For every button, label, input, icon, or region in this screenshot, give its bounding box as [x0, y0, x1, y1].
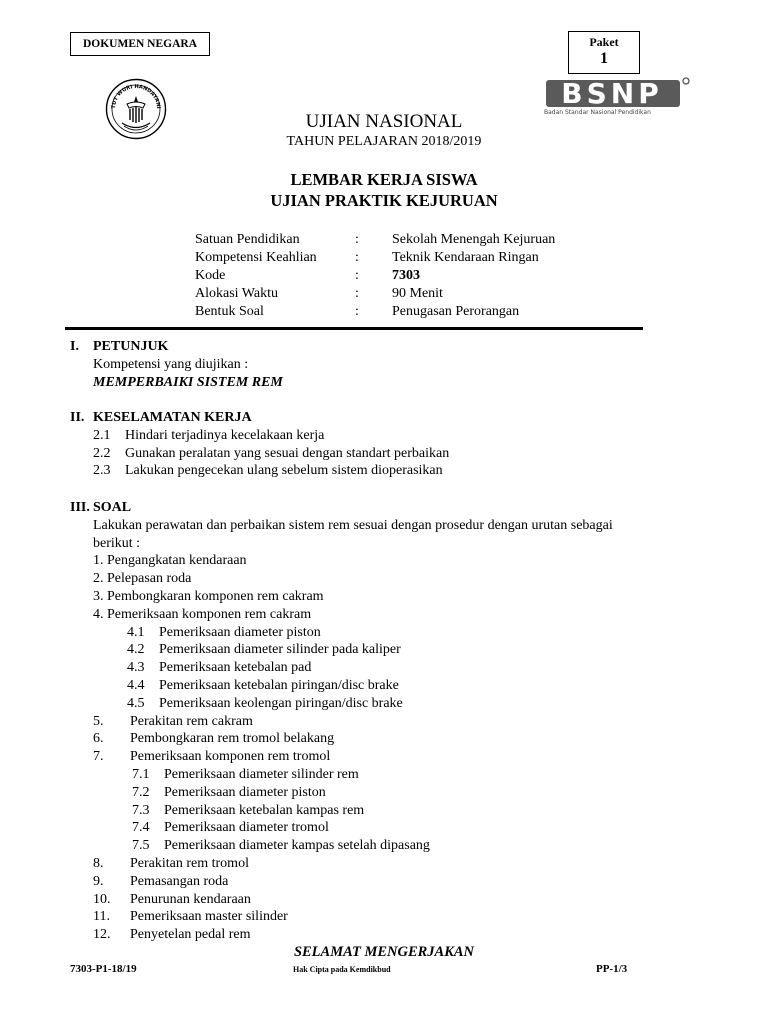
- info-value: Sekolah Menengah Kejuruan: [392, 232, 556, 247]
- list-item: 3. Pembongkaran komponen rem cakram: [93, 588, 324, 604]
- closing-message: SELAMAT MENGERJAKAN: [293, 944, 475, 960]
- list-item: 4. Pemeriksaan komponen rem cakram: [93, 606, 312, 622]
- paket-label: Paket: [589, 35, 619, 49]
- sub-list-item: 7.2 Pemeriksaan diameter piston: [132, 784, 326, 800]
- info-key: Bentuk Soal: [195, 304, 264, 319]
- sub-list-item: 7.4 Pemeriksaan diameter tromol: [132, 820, 329, 836]
- sub-list-item: 4.3 Pemeriksaan ketebalan pad: [127, 660, 312, 676]
- section-heading: II. KESELAMATAN KERJA: [70, 410, 252, 425]
- list-item: 7. Pemeriksaan komponen rem tromol: [93, 749, 331, 765]
- exam-title: UJIAN NASIONAL: [305, 111, 463, 132]
- paket-box: [568, 31, 640, 74]
- list-item: 6. Pembongkaran rem tromol belakang: [93, 731, 335, 747]
- info-key: Satuan Pendidikan: [195, 232, 300, 247]
- section-text: Lakukan perawatan dan perbaikan sistem rem sesuai dengan prosedur dengan urutan sebagai: [93, 517, 613, 533]
- sub-list-item: 7.3 Pemeriksaan ketebalan kampas rem: [132, 802, 365, 818]
- footer-code: 7303-P1-18/19: [70, 963, 137, 975]
- info-value: 90 Menit: [392, 286, 443, 301]
- logo-text: TUT WURI HANDAYANI: [110, 83, 162, 109]
- section-text: berikut :: [93, 535, 141, 551]
- section-keselamatan: [70, 409, 449, 480]
- divider: [65, 327, 643, 330]
- section-heading: I. PETUNJUK: [70, 339, 169, 354]
- practical-exam-title: UJIAN PRAKTIK KEJURUAN: [270, 191, 498, 210]
- footer-page-number: PP-1/3: [596, 963, 628, 975]
- paket-number: 1: [600, 50, 608, 67]
- list-item: 5. Perakitan rem cakram: [93, 713, 253, 729]
- sub-list-item: 4.2 Pemeriksaan diameter silinder pada kaliper: [127, 642, 401, 658]
- info-value: Penugasan Perorangan: [392, 304, 520, 319]
- section-petunjuk: [70, 338, 283, 391]
- academic-year: TAHUN PELAJARAN 2018/2019: [286, 134, 482, 149]
- info-key: Kode: [195, 268, 226, 283]
- list-item: 2.2 Gunakan peralatan yang sesuai dengan standart perbaikan: [93, 445, 450, 461]
- section-heading: III. SOAL: [70, 500, 132, 515]
- worksheet-title: LEMBAR KERJA SISWA: [290, 170, 478, 189]
- section-soal: [70, 499, 613, 944]
- bsnp-name: BSNP: [561, 77, 663, 108]
- info-value: Teknik Kendaraan Ringan: [392, 250, 539, 265]
- list-item: 11. Pemeriksaan master silinder: [93, 909, 288, 925]
- competency-name: MEMPERBAIKI SISTEM REM: [93, 374, 283, 390]
- footer-copyright: Hak Cipta pada Kemdikbud: [293, 965, 391, 974]
- list-item: 8. Perakitan rem tromol: [93, 855, 249, 871]
- list-item: 2.1 Hindari terjadinya kecelakaan kerja: [93, 427, 325, 443]
- info-key: Alokasi Waktu: [195, 286, 278, 301]
- sub-list-item: 4.5 Pemeriksaan keolengan piringan/disc brake: [127, 695, 403, 711]
- sub-list-item: 4.4 Pemeriksaan ketebalan piringan/disc brake: [127, 677, 399, 693]
- info-value: 7303: [392, 268, 420, 283]
- info-key: Kompetensi Keahlian: [195, 250, 317, 265]
- sub-list-item: 7.5 Pemeriksaan diameter kampas setelah dipasang: [132, 838, 430, 854]
- list-item: 2.3 Lakukan pengecekan ulang sebelum sistem dioperasikan: [93, 463, 443, 479]
- document-classification-label: DOKUMEN NEGARA: [70, 32, 210, 56]
- list-item: 12. Penyetelan pedal rem: [93, 927, 251, 943]
- list-item: 1. Pengangkatan kendaraan: [93, 553, 247, 569]
- sub-list-item: 7.1 Pemeriksaan diameter silinder rem: [132, 766, 359, 782]
- section-text: Kompetensi yang diujikan :: [93, 356, 249, 372]
- list-item: 2. Pelepasan roda: [93, 571, 192, 587]
- sub-list-item: 4.1 Pemeriksaan diameter piston: [127, 624, 321, 640]
- list-item: 9. Pemasangan roda: [93, 873, 229, 889]
- bsnp-subtitle: Badan Standar Nasional Pendidikan: [544, 109, 651, 116]
- list-item: 10. Penurunan kendaraan: [93, 891, 251, 907]
